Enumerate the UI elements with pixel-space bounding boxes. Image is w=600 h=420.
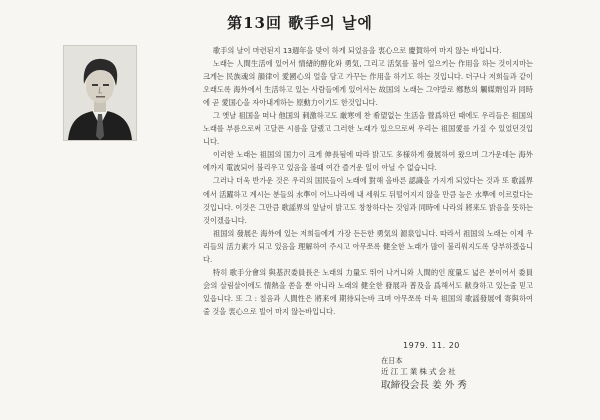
document-title: 第13回 歌手의 날에 bbox=[227, 14, 373, 32]
paragraph-5: 그러나 더욱 반가운 것은 우리의 国民들이 노래에 對해 올바른 認識을 가지게 되었다는 것과 또 歌謡界에서 活躍하고 계시는 분들의 水準이 어느나라에 내 세워도 뒤떨어지지 않을 만큼 높은 水準에 이르렀다는 것입니다. 이것은 그만큼 歌謡界의 앞날이 밝고도 창창하다는 것임과 同時에 나라의 將来도 밝음을 뜻하는 것이겠읍니다. bbox=[203, 176, 533, 225]
paragraph-3: 그 옛날 祖国을 떠나 他国의 刺激하고도 厳寒에 찬 希望없는 生活을 營爲하던 때에도 우리들은 祖国의 노래를 부름으로써 고달픈 시름을 달랬고 그러한 노래가 있으므로써 우리는 祖国愛를 가질 수 있었던것입니다. bbox=[203, 111, 533, 147]
signature-name: 取締役会長 姜 外 秀 bbox=[381, 380, 467, 391]
signature-company: 近江工業株式会社 bbox=[381, 367, 458, 376]
signature-block bbox=[381, 356, 571, 393]
paragraph-4: 이러한 노래는 祖国의 国力이 크게 伸長됨에 따라 밝고도 多様하게 發展하여 왔으며 그가운데는 海外에까지 電波되어 불리우고 있음을 볼때 여간 즐거운 일이 아닐 수 없습니다. bbox=[203, 150, 533, 173]
signature-location: 在日本 bbox=[381, 356, 403, 365]
paragraph-2: 노래는 人間生活에 있어서 情緖的醇化와 勇気, 그리고 活気를 불어 일으키는 作用을 하는 것이지마는 크게는 民族魂의 韻律이 愛國心의 얼을 담고 가꾸는 作用을 하기도 하는 것입니다. 더구나 저희들과 같이 오래도록 海外에서 生活하고 있는 사람들에게 있어서는 故国의 노래는 그야말로 鄕愁의 觸媒劑임과 同時에 곧 愛国心을 자아내게하는 原動力이기도 한것입니다. bbox=[203, 59, 533, 108]
letter-body bbox=[203, 44, 533, 318]
portrait-photo bbox=[63, 45, 137, 141]
paragraph-7: 特히 歌手分會의 與基沢委員長은 노래의 力量도 뛰어 나거니와 人間的인 度量도 넓은 분이어서 委員会의 살림살이에도 情熱을 쏟을 뿐 아니라 노래의 健全한 發展과 普及을 爲해서도 献身하고 있는줄 믿고 있읍니다. 또 그 : 칠음과 人間性은 將来에 期待되는바 크며 아무쪼록 더욱 祖国의 歌謡發展에 寄與하여 줄 것을 衷心으로 빌어 마지 않는바입니다. bbox=[203, 267, 533, 316]
portrait-image bbox=[64, 46, 136, 140]
paragraph-6: 祖国의 發展은 海外에 있는 저희들에게 가장 든든한 勇気의 源泉입니다. 따라서 祖国의 노래는 이제 우리들의 活力素가 되고 있음을 理解하여 주시고 아무쪼록 健全한 노래가 많이 불리워지도록 당부하겠읍니다. bbox=[203, 228, 533, 264]
letter-date: 1979. 11. 20 bbox=[403, 341, 460, 350]
paragraph-1: 歌手의 날이 마련된지 13週年을 맞이 하게 되었음을 衷心으로 慶賀하여 마지 않는 바입니다. bbox=[213, 46, 502, 55]
